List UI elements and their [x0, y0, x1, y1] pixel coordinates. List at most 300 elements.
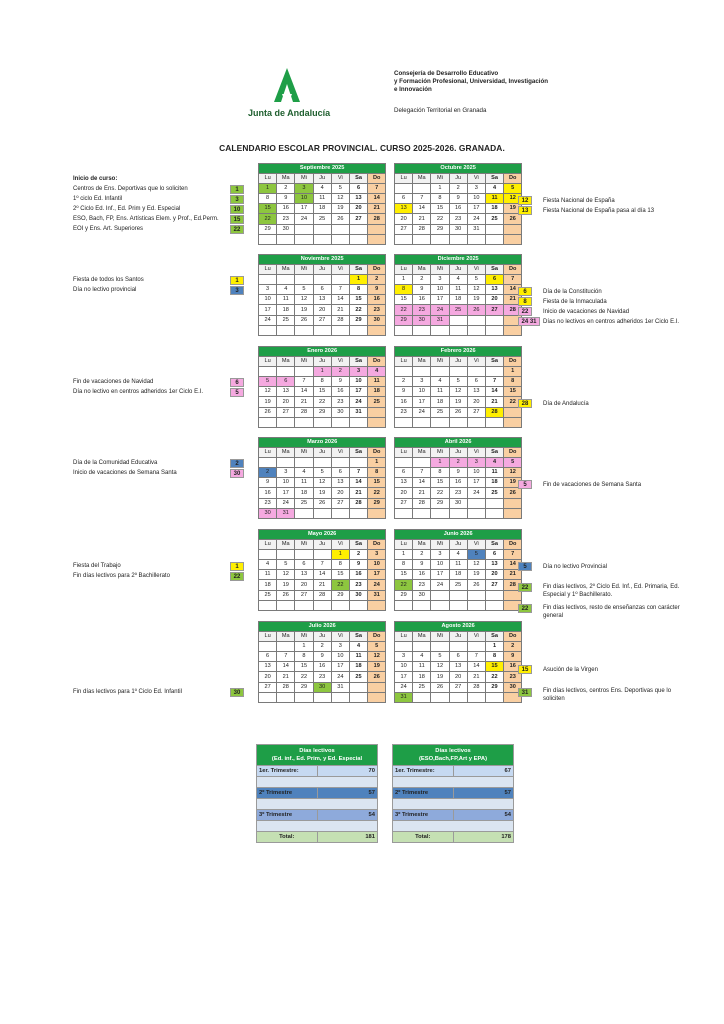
day-cell: 26 — [431, 682, 449, 692]
weekday-header: Vi — [331, 174, 349, 184]
day-cell — [504, 508, 522, 518]
day-cell: 3 — [259, 285, 277, 295]
day-cell — [349, 458, 367, 468]
day-cell: 26 — [368, 672, 386, 682]
day-cell: 14 — [467, 662, 485, 672]
day-cell: 17 — [431, 570, 449, 580]
note-label: Fiesta de todos los Santos — [73, 277, 144, 283]
trimester-value: 67 — [453, 766, 514, 777]
spacer-row — [257, 821, 378, 832]
day-cell: 9 — [449, 468, 467, 478]
day-cell — [349, 600, 367, 610]
day-cell: 17 — [349, 387, 367, 397]
day-cell — [295, 417, 313, 427]
brand-name: Junta de Andalucía — [248, 108, 331, 118]
day-cell: 6 — [395, 468, 413, 478]
note-label: Día de la Constitución — [543, 289, 602, 295]
day-cell — [295, 600, 313, 610]
day-cell: 29 — [485, 682, 503, 692]
month-title: Julio 2026 — [259, 622, 386, 632]
total-value: 181 — [317, 832, 378, 843]
day-cell: 19 — [467, 295, 485, 305]
day-cell — [313, 275, 331, 285]
weekday-header: Ju — [313, 632, 331, 642]
day-cell: 25 — [449, 305, 467, 315]
day-cell: 30 — [413, 315, 431, 325]
weekday-header: Mi — [431, 448, 449, 458]
day-cell — [449, 325, 467, 335]
day-cell: 25 — [368, 397, 386, 407]
day-cell: 29 — [395, 315, 413, 325]
day-cell: 2 — [331, 367, 349, 377]
day-cell: 21 — [331, 305, 349, 315]
month-title: Abril 2026 — [395, 438, 522, 448]
day-cell: 1 — [395, 550, 413, 560]
trimester-value: 70 — [317, 766, 378, 777]
legend-badge: 12 — [518, 196, 532, 205]
day-cell: 11 — [295, 478, 313, 488]
weekday-header: Lu — [259, 448, 277, 458]
weekday-header: Lu — [395, 265, 413, 275]
day-cell: 22 — [368, 488, 386, 498]
day-cell — [295, 234, 313, 244]
day-cell: 31 — [395, 692, 413, 702]
day-cell: 6 — [259, 652, 277, 662]
day-cell — [277, 642, 295, 652]
weekday-header: Ma — [277, 540, 295, 550]
day-cell: 20 — [313, 305, 331, 315]
weekday-header: Mi — [295, 448, 313, 458]
day-cell: 17 — [259, 305, 277, 315]
day-cell: 28 — [413, 498, 431, 508]
day-cell: 16 — [313, 662, 331, 672]
day-cell: 22 — [349, 305, 367, 315]
weekday-header: Ju — [449, 174, 467, 184]
day-cell — [349, 224, 367, 234]
day-cell — [485, 417, 503, 427]
day-cell: 17 — [467, 204, 485, 214]
day-cell: 14 — [349, 478, 367, 488]
day-cell: 12 — [504, 194, 522, 204]
day-cell: 2 — [504, 642, 522, 652]
day-cell: 6 — [485, 550, 503, 560]
day-cell: 22 — [331, 580, 349, 590]
day-cell — [485, 367, 503, 377]
day-cell: 7 — [349, 468, 367, 478]
weekday-header: Do — [368, 357, 386, 367]
day-cell — [295, 692, 313, 702]
day-cell — [313, 325, 331, 335]
day-cell: 10 — [431, 285, 449, 295]
day-cell: 3 — [331, 642, 349, 652]
day-cell: 26 — [504, 214, 522, 224]
day-cell: 3 — [295, 184, 313, 194]
day-cell — [295, 367, 313, 377]
day-cell: 4 — [259, 560, 277, 570]
day-cell: 4 — [277, 285, 295, 295]
legend-badge: 31 — [518, 688, 532, 697]
day-cell: 9 — [277, 194, 295, 204]
day-cell — [277, 325, 295, 335]
day-cell: 5 — [259, 377, 277, 387]
day-cell: 2 — [395, 377, 413, 387]
day-cell: 21 — [413, 214, 431, 224]
day-cell: 10 — [431, 560, 449, 570]
day-cell: 10 — [368, 560, 386, 570]
day-cell: 22 — [295, 672, 313, 682]
day-cell: 15 — [395, 295, 413, 305]
day-cell: 22 — [395, 305, 413, 315]
day-cell — [295, 224, 313, 234]
month-title: Diciembre 2025 — [395, 255, 522, 265]
day-cell: 4 — [449, 275, 467, 285]
day-cell: 30 — [449, 498, 467, 508]
day-cell — [395, 508, 413, 518]
day-cell: 8 — [395, 285, 413, 295]
day-cell: 20 — [349, 204, 367, 214]
legend-badge: 1 — [230, 185, 244, 194]
weekday-header: Mi — [295, 174, 313, 184]
day-cell: 1 — [395, 275, 413, 285]
day-cell: 25 — [449, 580, 467, 590]
day-cell: 3 — [467, 184, 485, 194]
note-label: Centros de Ens. Deportivas que lo soliciten — [73, 186, 188, 192]
weekday-header: Ma — [277, 357, 295, 367]
day-cell: 24 — [467, 488, 485, 498]
day-cell: 6 — [349, 184, 367, 194]
organization-name: Consejería de Desarrollo Educativo y Formación Profesional, Universidad, Investigación e Innovación — [394, 70, 549, 93]
day-cell — [467, 508, 485, 518]
legend-badge: 22 — [518, 583, 532, 592]
day-cell: 12 — [295, 295, 313, 305]
day-cell: 12 — [431, 662, 449, 672]
day-cell: 21 — [349, 488, 367, 498]
day-cell: 18 — [413, 672, 431, 682]
day-cell: 17 — [368, 570, 386, 580]
day-cell: 5 — [277, 560, 295, 570]
day-cell: 14 — [485, 387, 503, 397]
day-cell: 4 — [485, 458, 503, 468]
day-cell — [467, 417, 485, 427]
day-cell: 22 — [431, 214, 449, 224]
day-cell: 1 — [313, 367, 331, 377]
day-cell: 9 — [395, 387, 413, 397]
day-cell — [431, 692, 449, 702]
day-cell — [313, 508, 331, 518]
day-cell: 6 — [313, 285, 331, 295]
day-cell: 24 — [431, 305, 449, 315]
day-cell: 16 — [395, 397, 413, 407]
day-cell — [485, 325, 503, 335]
day-cell — [449, 315, 467, 325]
weekday-header: Do — [504, 357, 522, 367]
day-cell — [313, 550, 331, 560]
day-cell — [331, 600, 349, 610]
day-cell: 25 — [259, 590, 277, 600]
day-cell: 4 — [295, 468, 313, 478]
trimester-value: 54 — [317, 810, 378, 821]
trimester-label: 1er. Trimestre: — [393, 766, 454, 777]
day-cell: 13 — [295, 570, 313, 580]
legend-badge: 10 — [230, 205, 244, 214]
day-cell: 31 — [349, 407, 367, 417]
weekday-header: Do — [368, 448, 386, 458]
weekday-header: Ju — [313, 540, 331, 550]
day-cell: 13 — [395, 478, 413, 488]
day-cell: 7 — [313, 560, 331, 570]
day-cell: 8 — [331, 560, 349, 570]
day-cell: 19 — [431, 672, 449, 682]
weekday-header: Ju — [313, 448, 331, 458]
day-cell: 16 — [504, 662, 522, 672]
weekday-header: Mi — [295, 632, 313, 642]
day-cell — [485, 508, 503, 518]
weekday-header: Sa — [485, 357, 503, 367]
day-cell: 18 — [431, 397, 449, 407]
day-cell: 26 — [259, 407, 277, 417]
day-cell — [504, 325, 522, 335]
day-cell: 8 — [368, 468, 386, 478]
day-cell — [485, 590, 503, 600]
weekday-header: Vi — [331, 448, 349, 458]
day-cell — [395, 458, 413, 468]
spacer-row — [257, 777, 378, 788]
day-cell: 11 — [485, 194, 503, 204]
day-cell: 26 — [331, 214, 349, 224]
day-cell: 9 — [313, 652, 331, 662]
weekday-header: Mi — [431, 174, 449, 184]
day-cell: 29 — [295, 682, 313, 692]
day-cell: 4 — [313, 184, 331, 194]
day-cell: 22 — [313, 397, 331, 407]
day-cell: 11 — [349, 652, 367, 662]
day-cell: 27 — [277, 407, 295, 417]
day-cell — [368, 692, 386, 702]
day-cell: 12 — [368, 652, 386, 662]
day-cell: 13 — [331, 478, 349, 488]
legend-badge: 13 — [518, 206, 532, 215]
trimester-label: 2º Trimestre — [393, 788, 454, 799]
day-cell — [368, 417, 386, 427]
day-cell: 13 — [485, 285, 503, 295]
day-cell — [467, 642, 485, 652]
weekday-header: Vi — [331, 632, 349, 642]
day-cell: 1 — [504, 367, 522, 377]
day-cell — [259, 458, 277, 468]
day-cell — [277, 458, 295, 468]
weekday-header: Ju — [449, 357, 467, 367]
month-calendar — [394, 254, 522, 336]
day-cell: 22 — [485, 672, 503, 682]
day-cell: 10 — [413, 387, 431, 397]
day-cell: 19 — [313, 488, 331, 498]
day-cell — [395, 417, 413, 427]
day-cell — [395, 234, 413, 244]
day-cell — [277, 417, 295, 427]
legend-badge: 28 — [518, 399, 532, 408]
day-cell — [467, 498, 485, 508]
weekday-header: Sa — [485, 265, 503, 275]
day-cell: 9 — [368, 285, 386, 295]
day-cell: 14 — [368, 194, 386, 204]
note-label: Días no lectivos en centros adheridos 1er Ciclo E.I. — [543, 319, 680, 325]
day-cell: 12 — [504, 468, 522, 478]
weekday-header: Do — [504, 540, 522, 550]
day-cell: 12 — [449, 387, 467, 397]
month-title: Noviembre 2025 — [259, 255, 386, 265]
day-cell: 24 — [431, 580, 449, 590]
day-cell: 17 — [413, 397, 431, 407]
day-cell: 29 — [431, 224, 449, 234]
day-cell: 3 — [431, 275, 449, 285]
weekday-header: Vi — [467, 632, 485, 642]
day-cell: 7 — [467, 652, 485, 662]
legend-badge: 22 — [230, 225, 244, 234]
day-cell: 4 — [431, 377, 449, 387]
day-cell: 8 — [295, 652, 313, 662]
day-cell — [449, 234, 467, 244]
note-label: Fiesta del Trabajo — [73, 563, 121, 569]
month-title: Octubre 2025 — [395, 164, 522, 174]
month-title: Septiembre 2025 — [259, 164, 386, 174]
day-cell: 21 — [485, 397, 503, 407]
day-cell: 31 — [331, 682, 349, 692]
day-cell: 23 — [368, 305, 386, 315]
day-cell: 21 — [504, 570, 522, 580]
day-cell: 16 — [259, 488, 277, 498]
day-cell: 18 — [449, 295, 467, 305]
note-label: Fin días lectivos, 2º Ciclo Ed. Inf., Ed. Primaria, Ed. Especial y 1º Bachillerato. — [543, 584, 680, 598]
day-cell — [259, 550, 277, 560]
day-cell: 16 — [449, 478, 467, 488]
day-cell — [277, 550, 295, 560]
day-cell: 26 — [467, 305, 485, 315]
day-cell — [431, 367, 449, 377]
day-cell: 8 — [504, 377, 522, 387]
day-cell: 20 — [295, 580, 313, 590]
trimester-label: 3º Trimestre — [393, 810, 454, 821]
day-cell — [368, 407, 386, 417]
day-cell: 13 — [485, 560, 503, 570]
day-cell: 24 — [295, 214, 313, 224]
day-cell — [277, 275, 295, 285]
day-cell: 14 — [277, 662, 295, 672]
day-cell: 16 — [368, 295, 386, 305]
day-cell: 19 — [277, 580, 295, 590]
day-cell — [395, 367, 413, 377]
day-cell — [449, 692, 467, 702]
month-calendar — [258, 437, 386, 519]
day-cell: 17 — [331, 662, 349, 672]
day-cell: 23 — [504, 672, 522, 682]
weekday-header: Lu — [259, 357, 277, 367]
weekday-header: Ma — [413, 540, 431, 550]
day-cell: 1 — [431, 458, 449, 468]
day-cell: 10 — [295, 194, 313, 204]
note-label: Fin días lectivos, centros Ens. Deportivas que lo soliciten — [543, 688, 672, 702]
day-cell: 9 — [259, 478, 277, 488]
weekday-header: Sa — [485, 174, 503, 184]
weekday-header: Do — [368, 174, 386, 184]
day-cell — [313, 234, 331, 244]
day-cell: 12 — [467, 560, 485, 570]
day-cell: 30 — [259, 508, 277, 518]
day-cell: 27 — [485, 580, 503, 590]
day-cell — [368, 508, 386, 518]
day-cell: 27 — [449, 682, 467, 692]
day-cell: 23 — [395, 407, 413, 417]
day-cell: 7 — [504, 550, 522, 560]
day-cell: 2 — [413, 550, 431, 560]
day-cell: 5 — [368, 642, 386, 652]
day-cell: 11 — [413, 662, 431, 672]
weekday-header: Ju — [313, 174, 331, 184]
day-cell — [349, 325, 367, 335]
day-cell: 29 — [368, 498, 386, 508]
legend-badge: 30 — [230, 688, 244, 697]
note-label: 1º ciclo Ed. Infantil — [73, 196, 123, 202]
legend-badge: 22 — [518, 307, 532, 316]
day-cell: 16 — [449, 204, 467, 214]
day-cell — [331, 224, 349, 234]
weekday-header: Mi — [431, 357, 449, 367]
day-cell: 11 — [277, 295, 295, 305]
day-cell: 4 — [485, 184, 503, 194]
day-cell: 15 — [295, 662, 313, 672]
day-cell — [395, 184, 413, 194]
day-cell: 26 — [277, 590, 295, 600]
day-cell: 31 — [431, 315, 449, 325]
day-cell: 28 — [295, 407, 313, 417]
day-cell: 27 — [395, 224, 413, 234]
day-cell: 5 — [431, 652, 449, 662]
day-cell: 1 — [485, 642, 503, 652]
day-cell: 17 — [431, 295, 449, 305]
day-cell — [295, 275, 313, 285]
day-cell: 9 — [413, 285, 431, 295]
trimester-label: 3º Trimestre — [257, 810, 318, 821]
day-cell: 24 — [395, 682, 413, 692]
day-cell: 15 — [313, 387, 331, 397]
day-cell — [431, 417, 449, 427]
day-cell — [349, 508, 367, 518]
day-cell — [449, 508, 467, 518]
note-label: Fin de vacaciones de Navidad — [73, 379, 154, 385]
lective-days-summary — [256, 744, 378, 843]
day-cell — [331, 458, 349, 468]
day-cell — [467, 600, 485, 610]
day-cell: 3 — [368, 550, 386, 560]
legend-badge: 22 — [230, 572, 244, 581]
day-cell: 30 — [313, 682, 331, 692]
day-cell — [313, 600, 331, 610]
day-cell: 8 — [313, 377, 331, 387]
day-cell — [431, 508, 449, 518]
day-cell: 28 — [349, 498, 367, 508]
month-calendar — [258, 163, 386, 245]
day-cell: 31 — [467, 224, 485, 234]
day-cell: 7 — [413, 194, 431, 204]
day-cell — [331, 234, 349, 244]
day-cell: 10 — [259, 295, 277, 305]
day-cell: 27 — [295, 590, 313, 600]
day-cell: 8 — [431, 194, 449, 204]
day-cell — [413, 508, 431, 518]
day-cell — [467, 325, 485, 335]
trimester-label: 2º Trimestre — [257, 788, 318, 799]
day-cell: 2 — [368, 275, 386, 285]
day-cell: 25 — [485, 488, 503, 498]
